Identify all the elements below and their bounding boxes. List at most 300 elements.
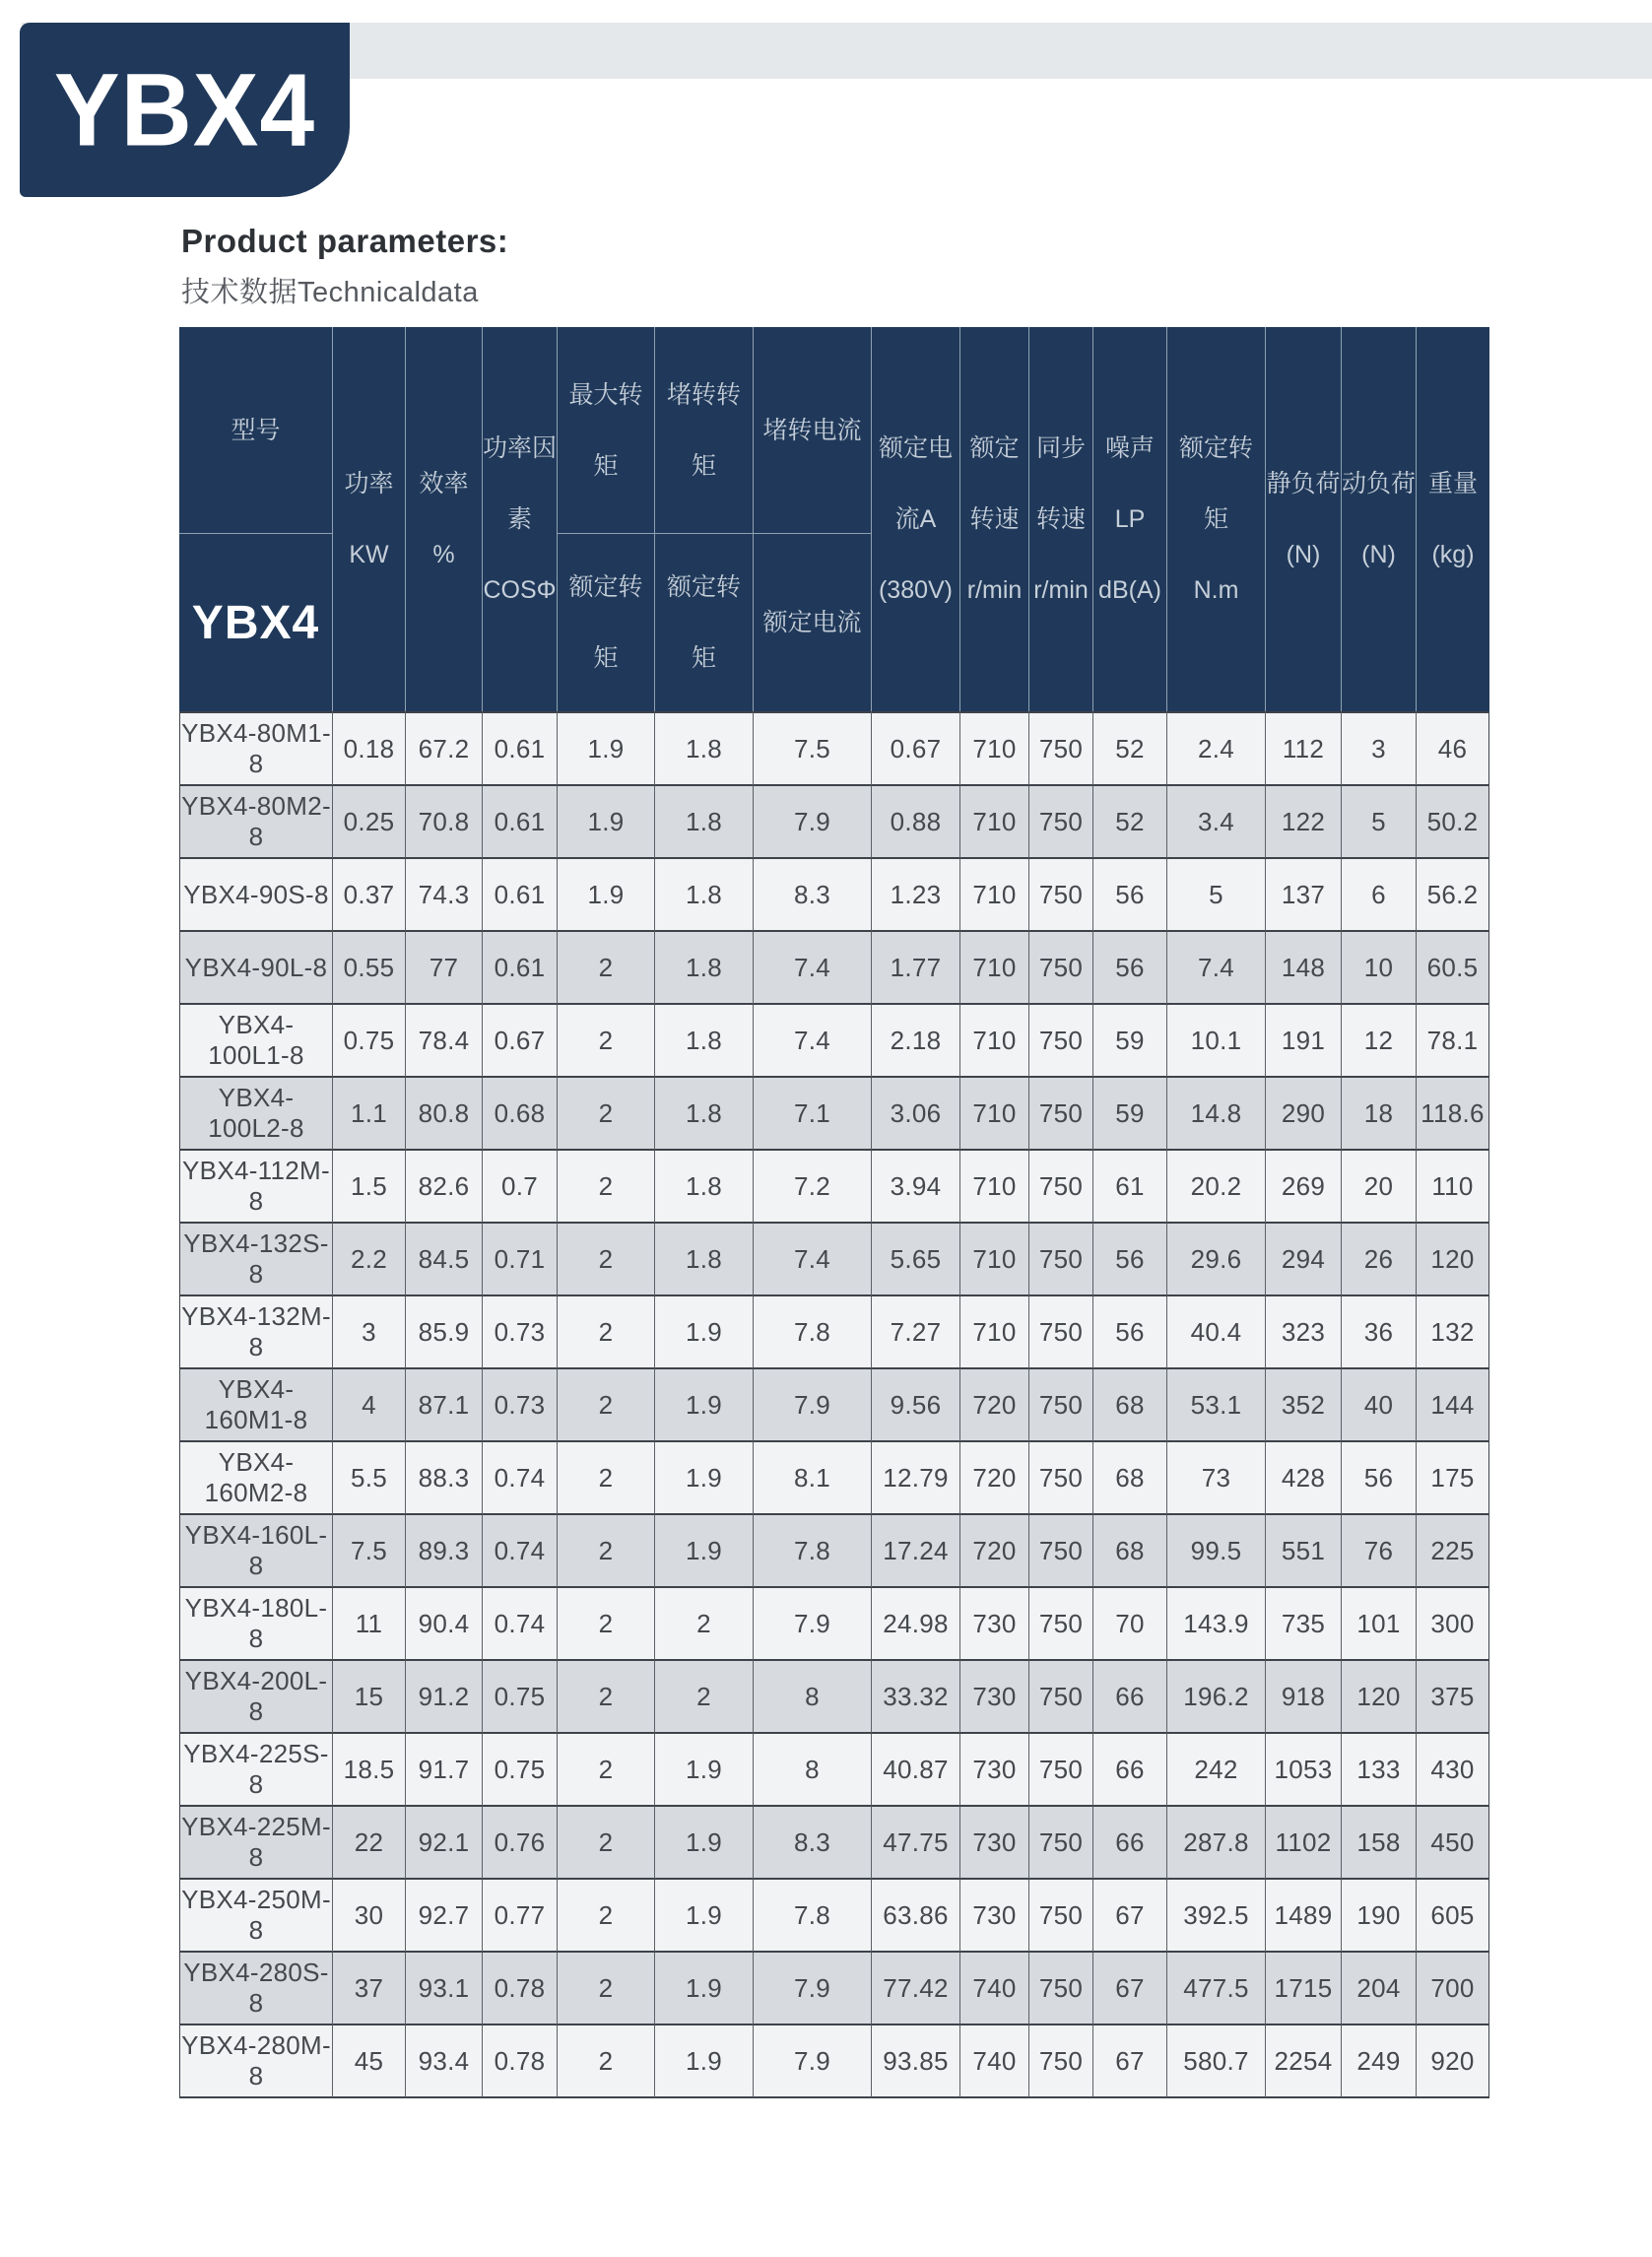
- col-header-rated-current: 额定电流A (380V): [872, 327, 960, 711]
- table-row: [179, 1442, 1489, 1515]
- cell: 1.9: [655, 1880, 754, 1953]
- cell: 122: [1266, 786, 1342, 859]
- col-header-max-torque: 最大转矩: [558, 327, 655, 534]
- cell: YBX4-132M-8: [179, 1296, 333, 1369]
- cell: 40.4: [1167, 1296, 1266, 1369]
- cell: 1.8: [655, 932, 754, 1005]
- cell: 750: [1029, 1880, 1093, 1953]
- cell: 40: [1342, 1369, 1417, 1442]
- cell: 0.25: [333, 786, 406, 859]
- cell: 430: [1417, 1734, 1489, 1807]
- table-row: [179, 1369, 1489, 1442]
- cell: 1.8: [655, 711, 754, 786]
- cell: 80.8: [406, 1078, 483, 1151]
- table-row: [179, 1151, 1489, 1224]
- cell: YBX4-112M-8: [179, 1151, 333, 1224]
- cell: 750: [1029, 786, 1093, 859]
- series-badge: [20, 23, 350, 197]
- cell: 750: [1029, 1369, 1093, 1442]
- cell: 1.9: [655, 1953, 754, 2025]
- cell: YBX4-160L-8: [179, 1515, 333, 1588]
- cell: 30: [333, 1880, 406, 1953]
- cell: 710: [960, 711, 1029, 786]
- cell: 1.9: [558, 786, 655, 859]
- page-subtitle: 技术数据Technicaldata: [181, 277, 479, 308]
- cell: 750: [1029, 1515, 1093, 1588]
- cell: 7.9: [754, 1369, 872, 1442]
- col-subheader-locked-torque-ratio: 额定转矩: [655, 534, 754, 711]
- cell: 2: [558, 1369, 655, 1442]
- cell: 7.9: [754, 2025, 872, 2098]
- cell: 710: [960, 1151, 1029, 1224]
- cell: 2: [558, 1078, 655, 1151]
- cell: 73: [1167, 1442, 1266, 1515]
- cell: 740: [960, 2025, 1029, 2098]
- table-header: [179, 327, 1489, 711]
- cell: 2: [558, 1661, 655, 1734]
- cell: 5: [1342, 786, 1417, 859]
- cell: 46: [1417, 711, 1489, 786]
- cell: 7.4: [754, 932, 872, 1005]
- cell: 47.75: [872, 1807, 960, 1880]
- cell: 750: [1029, 1151, 1093, 1224]
- cell: 0.68: [483, 1078, 558, 1151]
- cell: 7.4: [754, 1224, 872, 1296]
- cell: YBX4-180L-8: [179, 1588, 333, 1661]
- cell: 37: [333, 1953, 406, 2025]
- cell: 477.5: [1167, 1953, 1266, 2025]
- cell: 68: [1093, 1442, 1167, 1515]
- cell: 1.9: [655, 1442, 754, 1515]
- page-title: Product parameters:: [181, 223, 509, 259]
- table-row: [179, 932, 1489, 1005]
- cell: 242: [1167, 1734, 1266, 1807]
- cell: 56: [1093, 1224, 1167, 1296]
- table-row: [179, 1588, 1489, 1661]
- cell: 750: [1029, 1078, 1093, 1151]
- cell: 0.61: [483, 711, 558, 786]
- series-header-cell: YBX4: [179, 534, 333, 711]
- cell: 7.27: [872, 1296, 960, 1369]
- cell: 82.6: [406, 1151, 483, 1224]
- cell: 68: [1093, 1515, 1167, 1588]
- cell: 730: [960, 1734, 1029, 1807]
- cell: 18.5: [333, 1734, 406, 1807]
- cell: 11: [333, 1588, 406, 1661]
- cell: 59: [1093, 1005, 1167, 1078]
- cell: 1.9: [558, 859, 655, 932]
- cell: 67: [1093, 1953, 1167, 2025]
- cell: 750: [1029, 1807, 1093, 1880]
- cell: 15: [333, 1661, 406, 1734]
- cell: 3.94: [872, 1151, 960, 1224]
- cell: 1.9: [655, 1515, 754, 1588]
- table-row: [179, 2025, 1489, 2098]
- cell: 720: [960, 1515, 1029, 1588]
- table-row: [179, 711, 1489, 786]
- cell: 750: [1029, 1953, 1093, 2025]
- cell: 1.1: [333, 1078, 406, 1151]
- cell: 551: [1266, 1515, 1342, 1588]
- cell: 2: [558, 1807, 655, 1880]
- cell: 2: [558, 2025, 655, 2098]
- cell: 0.67: [483, 1005, 558, 1078]
- cell: 0.74: [483, 1442, 558, 1515]
- col-subheader-max-torque-ratio: 额定转矩: [558, 534, 655, 711]
- cell: 85.9: [406, 1296, 483, 1369]
- cell: 22: [333, 1807, 406, 1880]
- table-body: [179, 711, 1489, 2098]
- cell: 750: [1029, 1005, 1093, 1078]
- cell: YBX4-200L-8: [179, 1661, 333, 1734]
- cell: 0.18: [333, 711, 406, 786]
- cell: YBX4-100L1-8: [179, 1005, 333, 1078]
- cell: 0.75: [483, 1734, 558, 1807]
- cell: 84.5: [406, 1224, 483, 1296]
- cell: 66: [1093, 1807, 1167, 1880]
- cell: 700: [1417, 1953, 1489, 2025]
- cell: 2: [558, 1442, 655, 1515]
- cell: 730: [960, 1880, 1029, 1953]
- cell: 2: [558, 1005, 655, 1078]
- cell: 2254: [1266, 2025, 1342, 2098]
- cell: 1.23: [872, 859, 960, 932]
- cell: 269: [1266, 1151, 1342, 1224]
- series-badge-label: YBX4: [53, 51, 316, 168]
- cell: 10: [1342, 932, 1417, 1005]
- cell: 0.61: [483, 932, 558, 1005]
- cell: 143.9: [1167, 1588, 1266, 1661]
- cell: 3: [333, 1296, 406, 1369]
- cell: 8.3: [754, 859, 872, 932]
- cell: 750: [1029, 1296, 1093, 1369]
- cell: 428: [1266, 1442, 1342, 1515]
- cell: 1.9: [655, 2025, 754, 2098]
- cell: 20: [1342, 1151, 1417, 1224]
- cell: 45: [333, 2025, 406, 2098]
- cell: 392.5: [1167, 1880, 1266, 1953]
- cell: 50.2: [1417, 786, 1489, 859]
- cell: 110: [1417, 1151, 1489, 1224]
- col-header-efficiency: 效率 %: [406, 327, 483, 711]
- cell: 17.24: [872, 1515, 960, 1588]
- cell: 2: [558, 1224, 655, 1296]
- cell: 63.86: [872, 1880, 960, 1953]
- cell: 9.56: [872, 1369, 960, 1442]
- cell: YBX4-160M2-8: [179, 1442, 333, 1515]
- cell: 750: [1029, 1734, 1093, 1807]
- cell: 750: [1029, 2025, 1093, 2098]
- cell: 1.8: [655, 859, 754, 932]
- cell: YBX4-225M-8: [179, 1807, 333, 1880]
- cell: 175: [1417, 1442, 1489, 1515]
- cell: 750: [1029, 859, 1093, 932]
- cell: 26: [1342, 1224, 1417, 1296]
- cell: 918: [1266, 1661, 1342, 1734]
- cell: 7.5: [333, 1515, 406, 1588]
- cell: 78.4: [406, 1005, 483, 1078]
- cell: 56: [1093, 1296, 1167, 1369]
- table-row: [179, 1734, 1489, 1807]
- cell: 7.4: [754, 1005, 872, 1078]
- col-header-noise: 噪声LP dB(A): [1093, 327, 1167, 711]
- table-row: [179, 1807, 1489, 1880]
- cell: 710: [960, 932, 1029, 1005]
- cell: 66: [1093, 1734, 1167, 1807]
- cell: 88.3: [406, 1442, 483, 1515]
- cell: 2: [558, 1953, 655, 2025]
- cell: YBX4-280M-8: [179, 2025, 333, 2098]
- cell: 0.77: [483, 1880, 558, 1953]
- col-header-rated-speed: 额定 转速 r/min: [960, 327, 1029, 711]
- cell: 158: [1342, 1807, 1417, 1880]
- cell: 18: [1342, 1078, 1417, 1151]
- cell: 730: [960, 1588, 1029, 1661]
- col-header-sync-speed: 同步 转速 r/min: [1029, 327, 1093, 711]
- cell: 7.9: [754, 1588, 872, 1661]
- cell: YBX4-80M2-8: [179, 786, 333, 859]
- cell: 7.8: [754, 1515, 872, 1588]
- cell: 750: [1029, 1224, 1093, 1296]
- cell: 77: [406, 932, 483, 1005]
- col-header-power-factor: 功率因 素 COSΦ: [483, 327, 558, 711]
- cell: 580.7: [1167, 2025, 1266, 2098]
- cell: 300: [1417, 1588, 1489, 1661]
- table-row: [179, 1515, 1489, 1588]
- cell: 750: [1029, 711, 1093, 786]
- cell: 710: [960, 1078, 1029, 1151]
- cell: 33.32: [872, 1661, 960, 1734]
- cell: 7.9: [754, 1953, 872, 2025]
- cell: 0.75: [483, 1661, 558, 1734]
- cell: 750: [1029, 1588, 1093, 1661]
- cell: 56: [1093, 932, 1167, 1005]
- cell: 120: [1417, 1224, 1489, 1296]
- cell: 0.67: [872, 711, 960, 786]
- cell: 91.2: [406, 1661, 483, 1734]
- cell: 290: [1266, 1078, 1342, 1151]
- cell: 1.9: [655, 1369, 754, 1442]
- cell: 710: [960, 786, 1029, 859]
- cell: 225: [1417, 1515, 1489, 1588]
- cell: 144: [1417, 1369, 1489, 1442]
- cell: 0.78: [483, 2025, 558, 2098]
- cell: 120: [1342, 1661, 1417, 1734]
- cell: 52: [1093, 711, 1167, 786]
- cell: 0.78: [483, 1953, 558, 2025]
- cell: 67.2: [406, 711, 483, 786]
- cell: 10.1: [1167, 1005, 1266, 1078]
- cell: 70.8: [406, 786, 483, 859]
- cell: 76: [1342, 1515, 1417, 1588]
- cell: 3.06: [872, 1078, 960, 1151]
- cell: 710: [960, 859, 1029, 932]
- cell: 323: [1266, 1296, 1342, 1369]
- table-row: [179, 1296, 1489, 1369]
- col-header-rated-torque: 额定转矩 N.m: [1167, 327, 1266, 711]
- cell: 0.73: [483, 1369, 558, 1442]
- cell: 14.8: [1167, 1078, 1266, 1151]
- cell: 0.88: [872, 786, 960, 859]
- cell: 710: [960, 1296, 1029, 1369]
- cell: 59: [1093, 1078, 1167, 1151]
- cell: 1.9: [655, 1734, 754, 1807]
- table-row: [179, 1953, 1489, 2025]
- cell: 137: [1266, 859, 1342, 932]
- cell: 287.8: [1167, 1807, 1266, 1880]
- cell: 12.79: [872, 1442, 960, 1515]
- cell: 8: [754, 1734, 872, 1807]
- cell: 730: [960, 1807, 1029, 1880]
- spec-table: [179, 327, 1489, 2098]
- cell: 7.8: [754, 1296, 872, 1369]
- cell: 24.98: [872, 1588, 960, 1661]
- cell: 87.1: [406, 1369, 483, 1442]
- cell: 77.42: [872, 1953, 960, 2025]
- cell: 8.1: [754, 1442, 872, 1515]
- table-row: [179, 786, 1489, 859]
- cell: 0.74: [483, 1588, 558, 1661]
- cell: 8.3: [754, 1807, 872, 1880]
- cell: 52: [1093, 786, 1167, 859]
- cell: 74.3: [406, 859, 483, 932]
- cell: 93.85: [872, 2025, 960, 2098]
- col-header-dynamic-load: 动负荷 (N): [1342, 327, 1417, 711]
- cell: YBX4-160M1-8: [179, 1369, 333, 1442]
- cell: 92.1: [406, 1807, 483, 1880]
- cell: YBX4-225S-8: [179, 1734, 333, 1807]
- cell: 7.5: [754, 711, 872, 786]
- cell: 750: [1029, 1661, 1093, 1734]
- table-row: [179, 1078, 1489, 1151]
- cell: 740: [960, 1953, 1029, 2025]
- cell: 132: [1417, 1296, 1489, 1369]
- cell: YBX4-132S-8: [179, 1224, 333, 1296]
- cell: 1489: [1266, 1880, 1342, 1953]
- cell: 710: [960, 1224, 1029, 1296]
- cell: 0.73: [483, 1296, 558, 1369]
- cell: 7.2: [754, 1151, 872, 1224]
- cell: 720: [960, 1442, 1029, 1515]
- cell: 56: [1093, 859, 1167, 932]
- cell: 2: [558, 1880, 655, 1953]
- cell: 2: [558, 1151, 655, 1224]
- cell: 2: [655, 1588, 754, 1661]
- cell: YBX4-100L2-8: [179, 1078, 333, 1151]
- cell: 68: [1093, 1369, 1167, 1442]
- cell: 12: [1342, 1005, 1417, 1078]
- cell: 56: [1342, 1442, 1417, 1515]
- table-row: [179, 1005, 1489, 1078]
- cell: 1.9: [655, 1807, 754, 1880]
- cell: 710: [960, 1005, 1029, 1078]
- table-row: [179, 859, 1489, 932]
- cell: 36: [1342, 1296, 1417, 1369]
- cell: YBX4-90L-8: [179, 932, 333, 1005]
- cell: 60.5: [1417, 932, 1489, 1005]
- cell: 1.8: [655, 1151, 754, 1224]
- cell: 1.5: [333, 1151, 406, 1224]
- cell: 6: [1342, 859, 1417, 932]
- cell: 118.6: [1417, 1078, 1489, 1151]
- cell: 90.4: [406, 1588, 483, 1661]
- cell: 0.37: [333, 859, 406, 932]
- col-header-weight: 重量 (kg): [1417, 327, 1489, 711]
- cell: 66: [1093, 1661, 1167, 1734]
- cell: 735: [1266, 1588, 1342, 1661]
- cell: 0.61: [483, 859, 558, 932]
- col-header-power: 功率 KW: [333, 327, 406, 711]
- cell: 29.6: [1167, 1224, 1266, 1296]
- cell: YBX4-80M1-8: [179, 711, 333, 786]
- cell: 91.7: [406, 1734, 483, 1807]
- cell: 56.2: [1417, 859, 1489, 932]
- table-row: [179, 1661, 1489, 1734]
- cell: 2.2: [333, 1224, 406, 1296]
- cell: 750: [1029, 932, 1093, 1005]
- cell: 93.1: [406, 1953, 483, 2025]
- cell: 89.3: [406, 1515, 483, 1588]
- cell: 5: [1167, 859, 1266, 932]
- cell: 0.76: [483, 1807, 558, 1880]
- col-header-model: 型号: [179, 327, 333, 534]
- cell: 294: [1266, 1224, 1342, 1296]
- cell: 2: [558, 1734, 655, 1807]
- cell: 92.7: [406, 1880, 483, 1953]
- cell: 1.77: [872, 932, 960, 1005]
- cell: 148: [1266, 932, 1342, 1005]
- cell: 375: [1417, 1661, 1489, 1734]
- cell: 78.1: [1417, 1005, 1489, 1078]
- cell: 40.87: [872, 1734, 960, 1807]
- cell: 2: [558, 1515, 655, 1588]
- cell: 2.18: [872, 1005, 960, 1078]
- cell: 67: [1093, 2025, 1167, 2098]
- cell: 1.9: [655, 1296, 754, 1369]
- cell: 605: [1417, 1880, 1489, 1953]
- cell: 61: [1093, 1151, 1167, 1224]
- cell: 0.61: [483, 786, 558, 859]
- col-header-locked-rotor-torque: 堵转转矩: [655, 327, 754, 534]
- cell: 99.5: [1167, 1515, 1266, 1588]
- cell: 3: [1342, 711, 1417, 786]
- cell: 720: [960, 1369, 1029, 1442]
- cell: 2: [558, 932, 655, 1005]
- cell: 7.4: [1167, 932, 1266, 1005]
- table-row: [179, 1880, 1489, 1953]
- cell: 196.2: [1167, 1661, 1266, 1734]
- cell: 2: [655, 1661, 754, 1734]
- cell: 2: [558, 1588, 655, 1661]
- cell: 0.71: [483, 1224, 558, 1296]
- cell: 0.75: [333, 1005, 406, 1078]
- cell: 8: [754, 1661, 872, 1734]
- cell: 5.5: [333, 1442, 406, 1515]
- cell: 93.4: [406, 2025, 483, 2098]
- cell: 5.65: [872, 1224, 960, 1296]
- cell: 7.9: [754, 786, 872, 859]
- col-header-static-load: 静负荷 (N): [1266, 327, 1342, 711]
- cell: 1.8: [655, 786, 754, 859]
- cell: 191: [1266, 1005, 1342, 1078]
- cell: 0.74: [483, 1515, 558, 1588]
- cell: 2: [558, 1296, 655, 1369]
- cell: 2.4: [1167, 711, 1266, 786]
- col-subheader-locked-current-ratio: 额定电流: [754, 534, 872, 711]
- cell: 101: [1342, 1588, 1417, 1661]
- cell: 730: [960, 1661, 1029, 1734]
- cell: 249: [1342, 2025, 1417, 2098]
